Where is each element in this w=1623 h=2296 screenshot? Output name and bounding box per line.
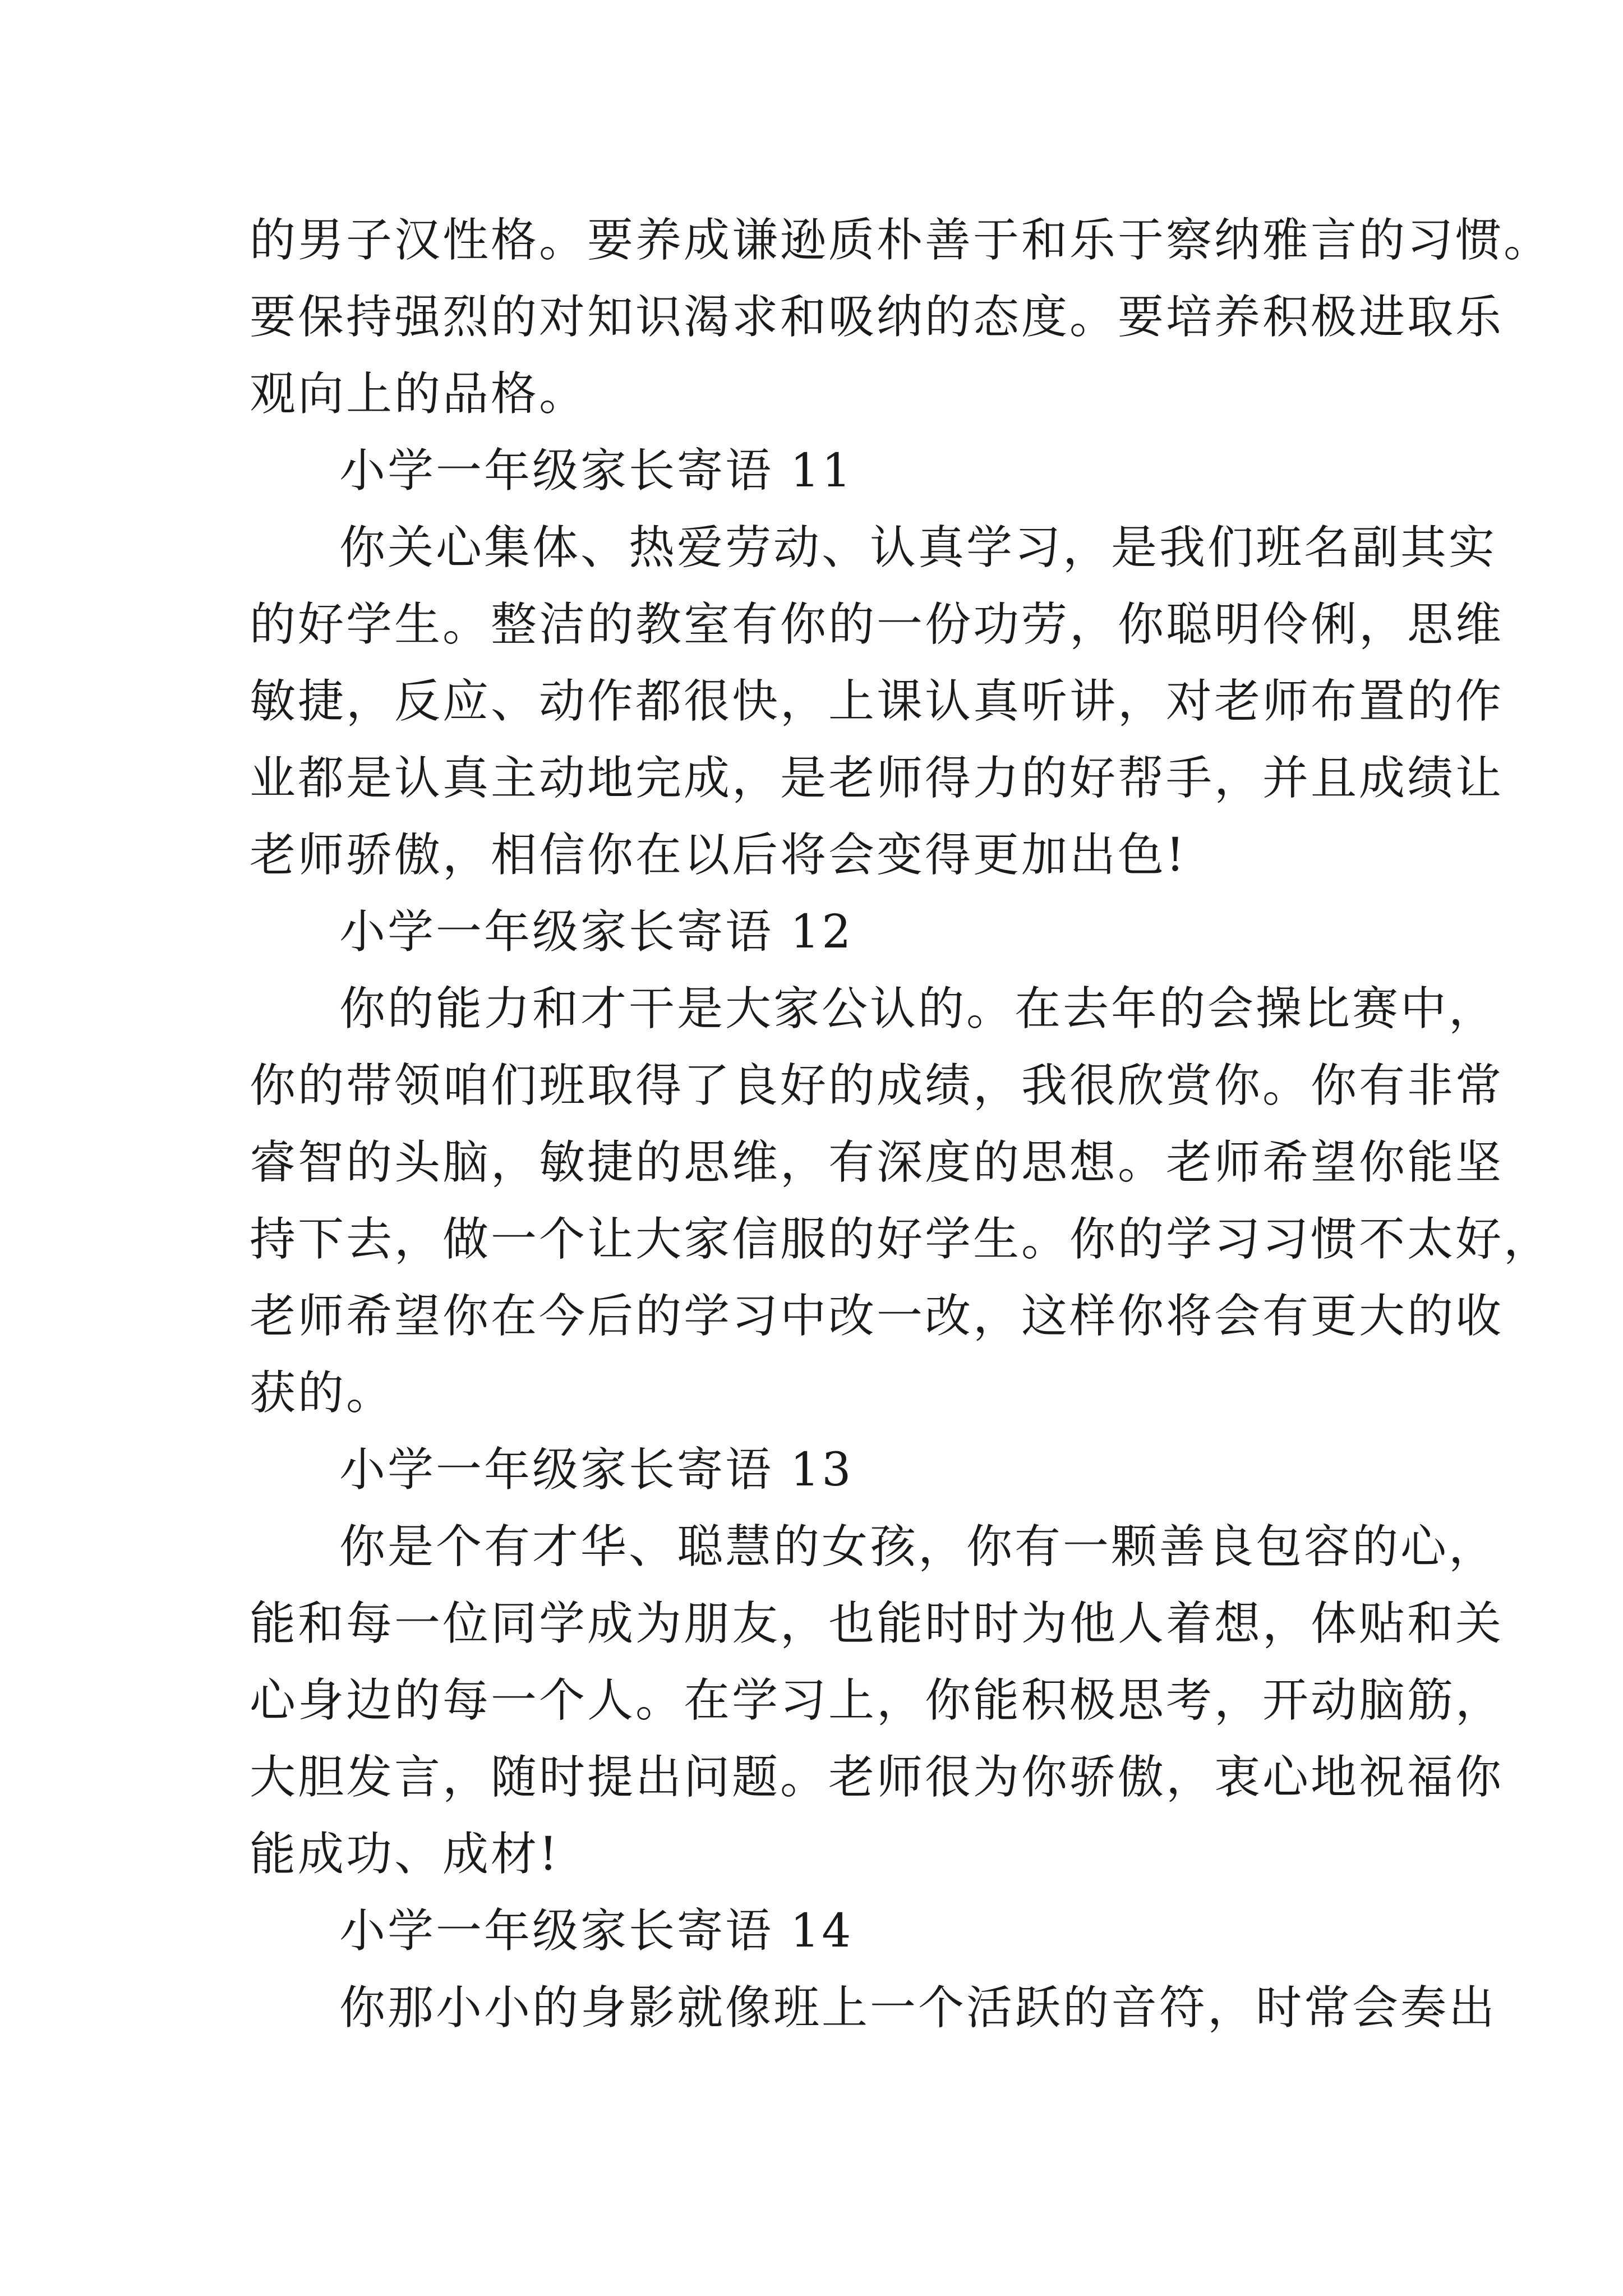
paragraph-line: 睿智的头脑，敏捷的思维，有深度的思想。老师希望你能坚 — [250, 1136, 1504, 1189]
paragraph-line: 敏捷，反应、动作都很快，上课认真听讲，对老师布置的作 — [250, 675, 1504, 728]
section-heading: 小学一年级家长寄语 11 — [339, 444, 854, 498]
paragraph-line: 心身边的每一个人。在学习上，你能积极思考，开动脑筋， — [250, 1674, 1504, 1727]
paragraph-line: 观向上的品格。 — [250, 367, 588, 421]
section-heading: 小学一年级家长寄语 12 — [339, 905, 854, 959]
paragraph-line: 业都是认真主动地完成，是老师得力的好帮手，并且成绩让 — [250, 752, 1504, 805]
paragraph-line: 你那小小的身影就像班上一个活跃的音符，时常会奏出 — [339, 1981, 1497, 2035]
section-heading: 小学一年级家长寄语 13 — [339, 1443, 854, 1497]
paragraph-line: 要保持强烈的对知识渴求和吸纳的态度。要培养积极进取乐 — [250, 291, 1504, 344]
paragraph-line: 你的能力和才干是大家公认的。在去年的会操比赛中， — [339, 982, 1497, 1036]
paragraph-line: 能成功、成材! — [250, 1828, 560, 1881]
paragraph-line: 的好学生。整洁的教室有你的一份功劳，你聪明伶俐，思维 — [250, 598, 1504, 651]
paragraph-line: 老师骄傲，相信你在以后将会变得更加出色! — [250, 829, 1187, 882]
paragraph-line: 的男子汉性格。要养成谦逊质朴善于和乐于察纳雅言的习惯。 — [250, 214, 1552, 267]
paragraph-line: 持下去，做一个让大家信服的好学生。你的学习习惯不太好， — [250, 1213, 1552, 1266]
section-heading: 小学一年级家长寄语 14 — [339, 1904, 854, 1958]
document-body — [250, 202, 1552, 2046]
paragraph-line: 能和每一位同学成为朋友，也能时时为他人着想，体贴和关 — [250, 1597, 1504, 1650]
paragraph-line: 获的。 — [250, 1366, 395, 1420]
paragraph-line: 你关心集体、热爱劳动、认真学习，是我们班名副其实 — [339, 521, 1497, 574]
paragraph-line: 大胆发言，随时提出问题。老师很为你骄傲，衷心地祝福你 — [250, 1751, 1504, 1804]
paragraph-line: 老师希望你在今后的学习中改一改，这样你将会有更大的收 — [250, 1290, 1504, 1343]
paragraph-line: 你的带领咱们班取得了良好的成绩，我很欣赏你。你有非常 — [250, 1059, 1504, 1112]
paragraph-line: 你是个有才华、聪慧的女孩，你有一颗善良包容的心， — [339, 1520, 1497, 1573]
